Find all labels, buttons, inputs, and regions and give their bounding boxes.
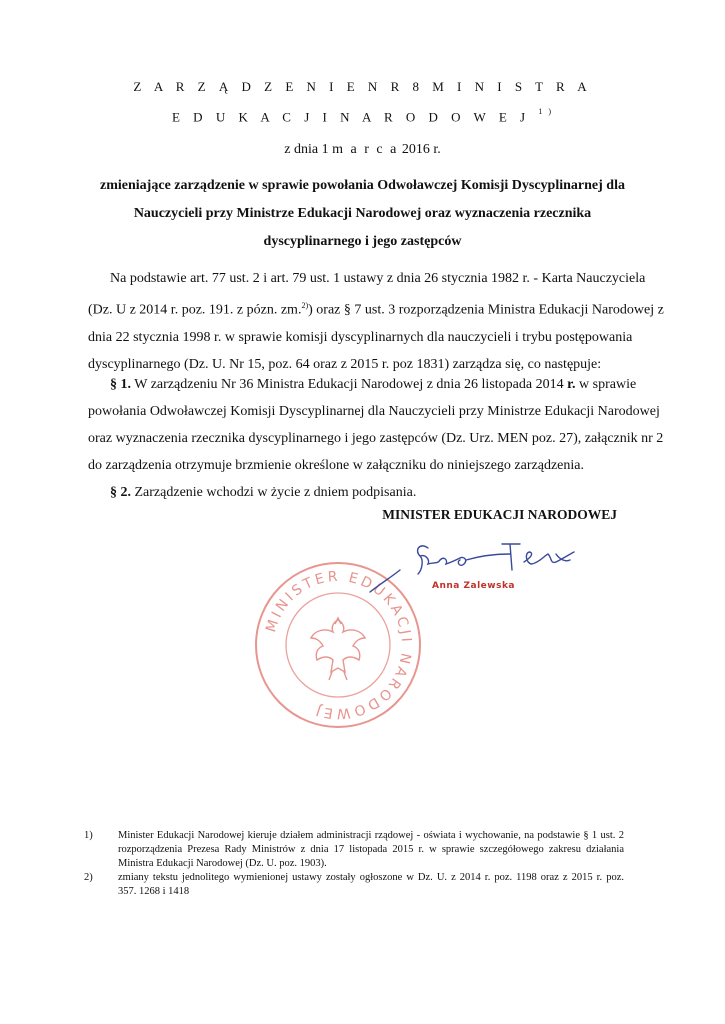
document-title-line2	[0, 109, 725, 125]
document-title-line1: Z A R Z Ą D Z E N I E N R 8 M I N I S T R A	[133, 79, 592, 94]
date-day: 1	[321, 142, 329, 157]
paragraph-line	[88, 371, 637, 398]
handwritten-signature	[360, 530, 590, 610]
footnote-1	[84, 829, 624, 871]
section-2-mark: § 2.	[110, 485, 131, 500]
paragraph-line	[88, 479, 617, 506]
document-subject	[40, 172, 685, 256]
footnote-number: 2)	[84, 872, 93, 883]
paragraph-line: oraz wyznaczenia rzecznika dyscyplinarnego i jego zastępców (Dz. Urz. MEN poz. 27), załącznik nr 2	[88, 431, 664, 446]
section-2-text: Zarządzenie wchodzi w życie z dniem podpisania.	[134, 485, 417, 500]
paragraph-line: Na podstawie art. 77 ust. 2 i art. 79 ust. 1 ustawy z dnia 26 stycznia 1982 r. - Karta Nauczyciela	[110, 271, 646, 286]
date-prefix: z dnia	[284, 142, 319, 157]
preamble-line2-b: ) oraz § 7 ust. 3 rozporządzenia Ministra Edukacji Narodowej z	[308, 302, 664, 318]
section-1-line1-r: r.	[567, 377, 576, 392]
footnote-line: zmiany tekstu jednolitego wymienionej ustawy zostały ogłoszone w Dz. U. z 2014 r. poz. 1198 oraz z 2015 r. poz.	[118, 872, 624, 883]
paragraph-line: dyscyplinarnego (Dz. U. Nr 15, poz. 64 oraz z 2015 r. poz 1831) zarządza się, co następuje:	[88, 356, 602, 372]
section-1-paragraph	[88, 371, 664, 479]
footnote-ref-2: 2)	[301, 301, 309, 310]
paragraph-line: dnia 22 stycznia 1998 r. w sprawie komisji dyscyplinarnych dla nauczycieli i trybu postępowania	[88, 329, 633, 345]
stamp-text: MINISTER EDUKACJI NARODOWEJ	[263, 568, 415, 722]
signatory-name-stamp: Anna Zalewska	[432, 581, 516, 591]
section-1-line1-b: w sprawie	[579, 377, 637, 392]
subject-line: Nauczycieli przy Ministrze Edukacji Narodowej oraz wyznaczenia rzecznika	[133, 206, 592, 221]
footnote-line: Minister Edukacji Narodowej kieruje działem administracji rządowej - oświata i wychowanie, na podstawie § 1 ust. 2	[118, 830, 624, 841]
preamble-line2-a: (Dz. U z 2014 r. poz. 191. z pózn. zm.	[88, 302, 302, 318]
paragraph-line: powołania Odwoławczej Komisji Dyscyplinarnej dla Nauczycieli przy Ministrze Edukacji Narodowej	[88, 404, 660, 419]
section-1-line1-a: W zarządzeniu Nr 36 Ministra Edukacji Narodowej z dnia 26 listopada 2014	[134, 377, 564, 392]
subject-line: dyscyplinarnego i jego zastępców	[263, 234, 462, 249]
date-month: m a r c a	[332, 142, 399, 157]
footnote-ref-1: 1 )	[538, 107, 554, 116]
section-1-mark: § 1.	[110, 377, 131, 392]
document-title-text: E D U K A C J I N A R O D O W E J	[171, 109, 531, 125]
footnote-line: Ministra Edukacji Narodowej (Dz. U. poz. 1903).	[118, 858, 327, 869]
footnote-number: 1)	[84, 830, 93, 841]
footnote-2	[84, 871, 624, 899]
section-2-paragraph	[88, 479, 617, 506]
signatory-title: MINISTER EDUKACJI NARODOWEJ	[382, 507, 617, 522]
date-year: 2016 r.	[401, 142, 441, 157]
paragraph-line: do zarządzenia otrzymuje brzmienie określone w załączniku do niniejszego zarządzenia.	[88, 458, 584, 473]
subject-line: zmieniające zarządzenie w sprawie powołania Odwoławczej Komisji Dyscyplinarnej dla	[100, 178, 625, 193]
eagle-emblem-icon	[311, 618, 365, 680]
preamble-paragraph	[88, 265, 664, 378]
paragraph-line	[88, 292, 664, 324]
footnote-line: rozporządzenia Prezesa Rady Ministrów z dnia 17 listopada 2015 r. w sprawie szczegółowego zakresu działania	[118, 844, 624, 855]
footnotes	[84, 829, 624, 899]
footnote-line: 357. 1268 i 1418	[118, 886, 190, 897]
document-date	[0, 142, 725, 158]
